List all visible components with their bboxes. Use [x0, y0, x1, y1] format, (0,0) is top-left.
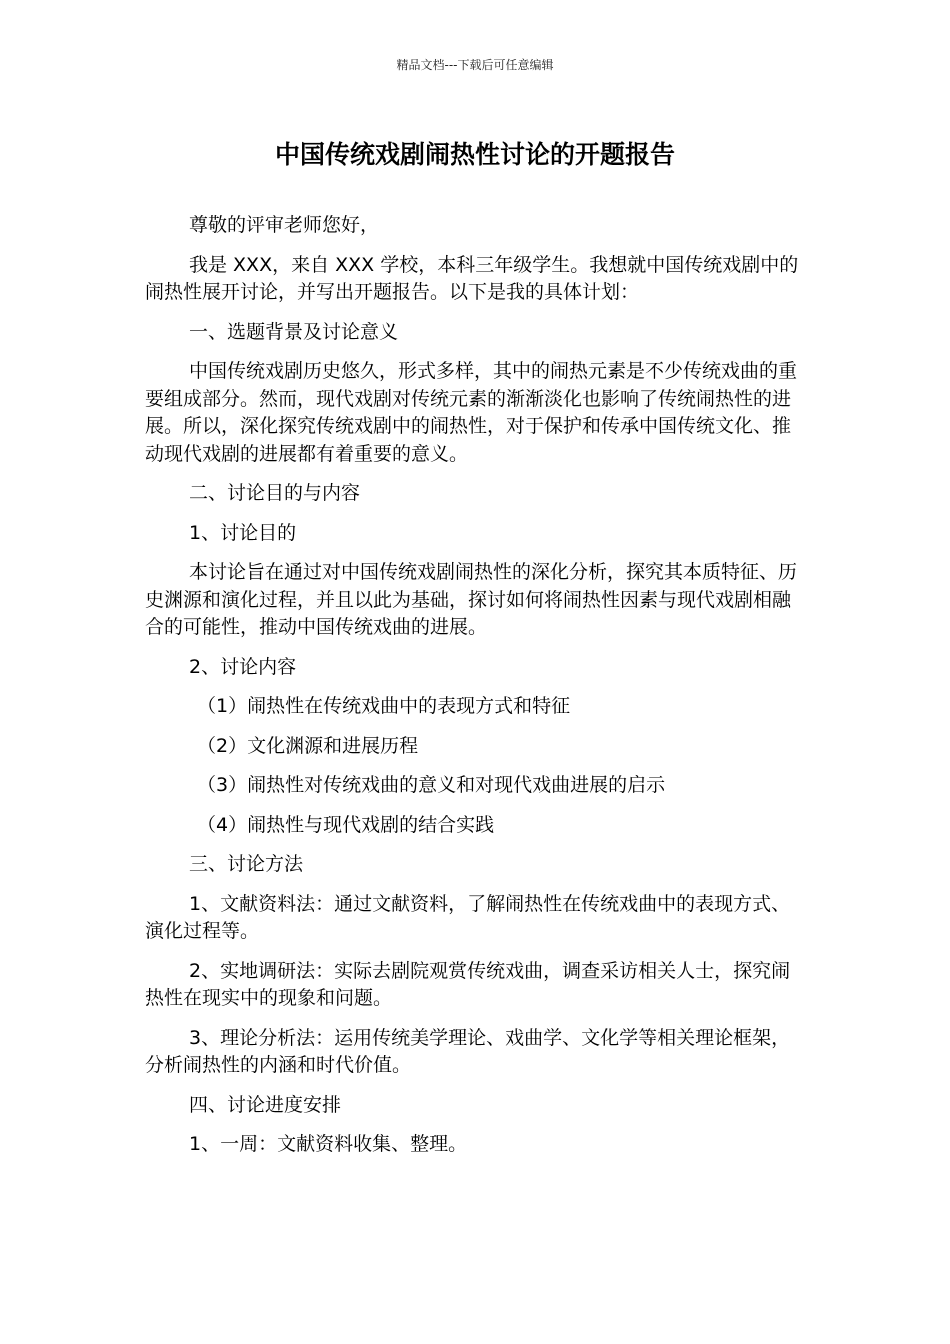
method-fieldwork: 2、实地调研法：实际去剧院观赏传统戏曲，调查采访相关人士，探究闹热性在现实中的现象和问题。 — [145, 959, 791, 1009]
section-heading-schedule: 四、讨论进度安排 — [189, 1093, 342, 1116]
method-literature: 1、文献资料法：通过文献资料，了解闹热性在传统戏曲中的表现方式、演化过程等。 — [145, 892, 791, 942]
subheading-content: 2、讨论内容 — [189, 655, 297, 678]
header-note: 精品文档---下载后可任意编辑 — [396, 58, 554, 72]
document-body — [145, 212, 807, 1171]
section-heading-goals: 二、讨论目的与内容 — [189, 482, 361, 504]
section-heading-methods: 三、讨论方法 — [189, 853, 304, 875]
section-heading-background: 一、选题背景及讨论意义 — [189, 320, 399, 343]
content-item-3: （3）闹热性对传统戏曲的意义和对现代戏曲进展的启示 — [197, 774, 666, 796]
method-theory: 3、理论分析法：运用传统美学理论、戏曲学、文化学等相关理论框架，分析闹热性的内涵和时代价值。 — [145, 1026, 791, 1076]
content-item-1: （1）闹热性在传统戏曲中的表现方式和特征 — [197, 695, 571, 717]
subheading-purpose: 1、讨论目的 — [189, 521, 297, 544]
document-title: 中国传统戏剧闹热性讨论的开题报告 — [274, 140, 675, 169]
content-item-4: （4）闹热性与现代戏剧的结合实践 — [197, 813, 495, 836]
schedule-item-1: 1、一周：文献资料收集、整理。 — [189, 1133, 468, 1155]
purpose-paragraph: 本讨论旨在通过对中国传统戏剧闹热性的深化分析，探究其本质特征、历史渊源和演化过程，并且以此为基础，探讨如何将闹热性因素与现代戏剧相融合的可能性，推动中国传统戏曲的进展。 — [145, 561, 798, 638]
background-paragraph: 中国传统戏剧历史悠久，形式多样，其中的闹热元素是不少传统戏曲的重要组成部分。然而，现代戏剧对传统元素的渐渐淡化也影响了传统闹热性的进展。所以，深化探究传统戏剧中的闹热性，对于保护和传承中国传统文化、推动现代戏剧的进展都有着重要的意义。 — [145, 360, 798, 465]
intro-paragraph: 我是 XXX，来自 XXX 学校，本科三年级学生。我想就中国传统戏剧中的闹热性展开讨论，并写出开题报告。以下是我的具体计划： — [145, 253, 799, 303]
greeting-paragraph: 尊敬的评审老师您好， — [189, 214, 380, 236]
content-item-2: （2）文化渊源和进展历程 — [197, 734, 419, 757]
